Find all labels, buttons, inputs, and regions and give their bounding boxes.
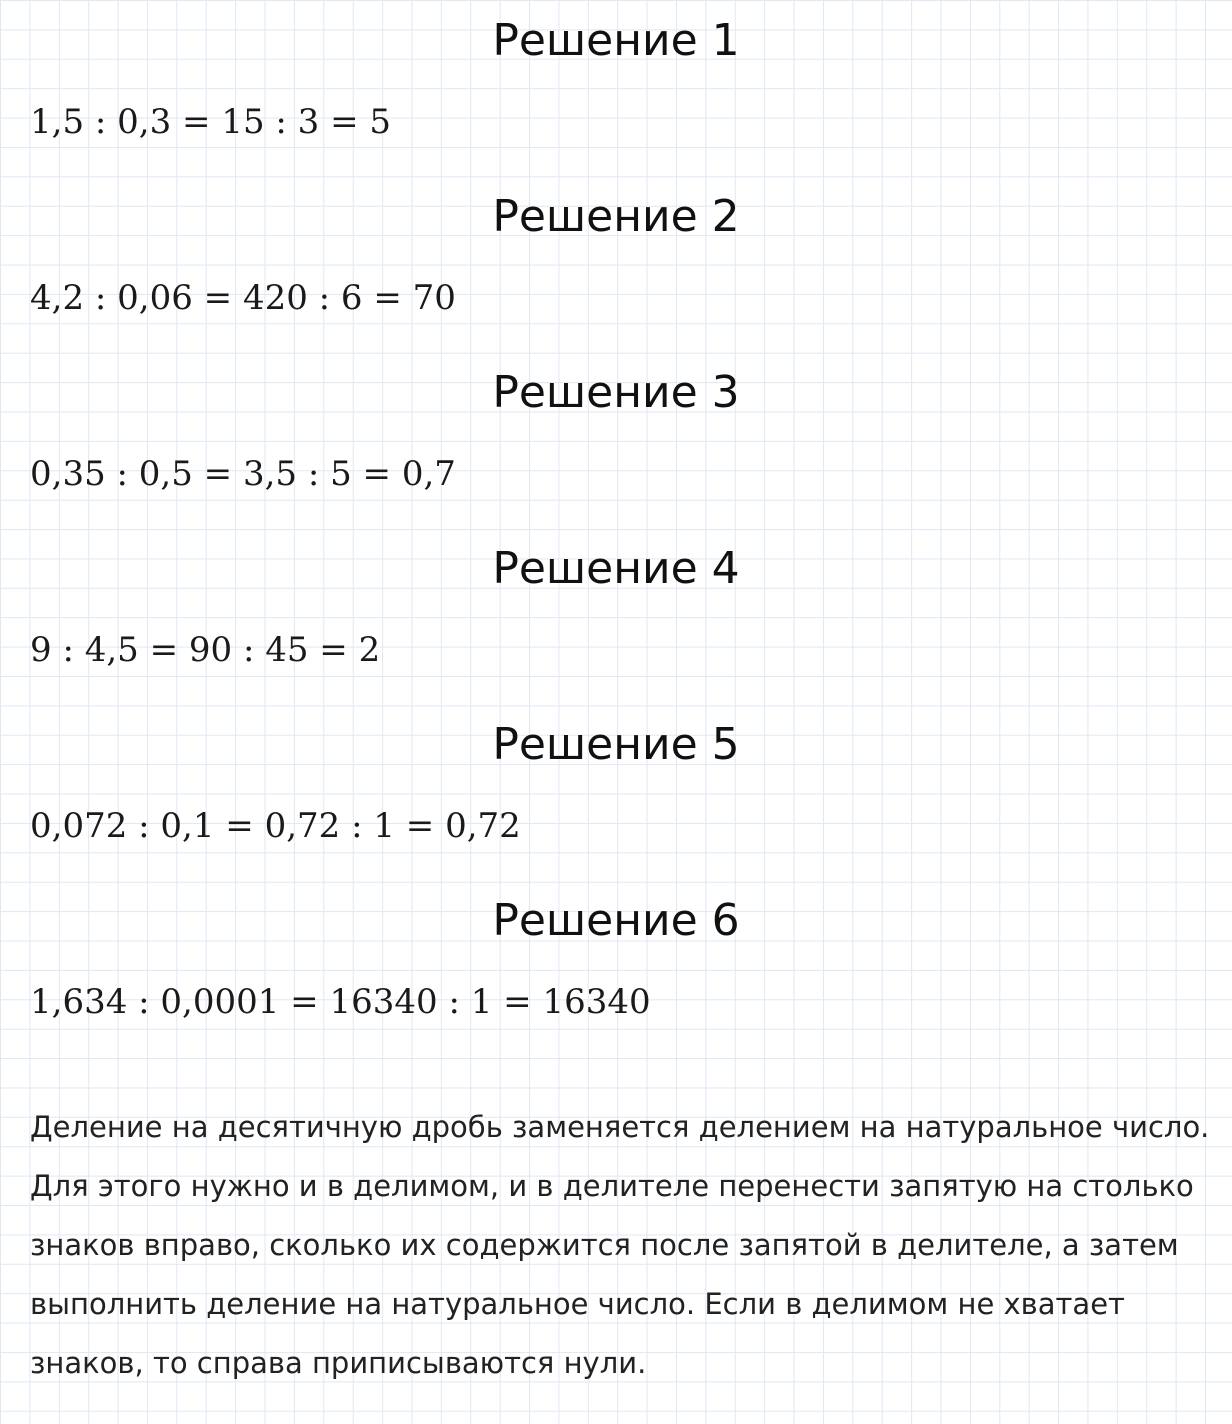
- solution-1-formula: 1,5 : 0,3 = 15 : 3 = 5: [30, 102, 392, 142]
- solution-6-formula: 1,634 : 0,0001 = 16340 : 1 = 16340: [30, 982, 651, 1022]
- explanation-text: Деление на десятичную дробь заменяется делением на натуральное число. Для этого нужно и в делимом, и в делителе перенести запятую на столько знаков вправо, сколько их содержится после запятой в делителе, а затем выполнить деление на натуральное число. Если в делимом не хватает знаков, то справа приписываются нули.: [30, 1110, 1210, 1380]
- solution-4-formula: 9 : 4,5 = 90 : 45 = 2: [30, 630, 381, 670]
- solution-5-formula: 0,072 : 0,1 = 0,72 : 1 = 0,72: [30, 806, 521, 846]
- solution-3-heading: Решение 3: [492, 367, 740, 418]
- solution-2-formula: 4,2 : 0,06 = 420 : 6 = 70: [30, 278, 456, 318]
- solution-6-heading: Решение 6: [492, 895, 740, 946]
- solution-4-heading: Решение 4: [492, 543, 740, 594]
- solution-3-formula: 0,35 : 0,5 = 3,5 : 5 = 0,7: [30, 454, 456, 494]
- solution-5-heading: Решение 5: [492, 719, 740, 770]
- solution-1-heading: Решение 1: [492, 15, 740, 66]
- solution-2-heading: Решение 2: [492, 191, 740, 242]
